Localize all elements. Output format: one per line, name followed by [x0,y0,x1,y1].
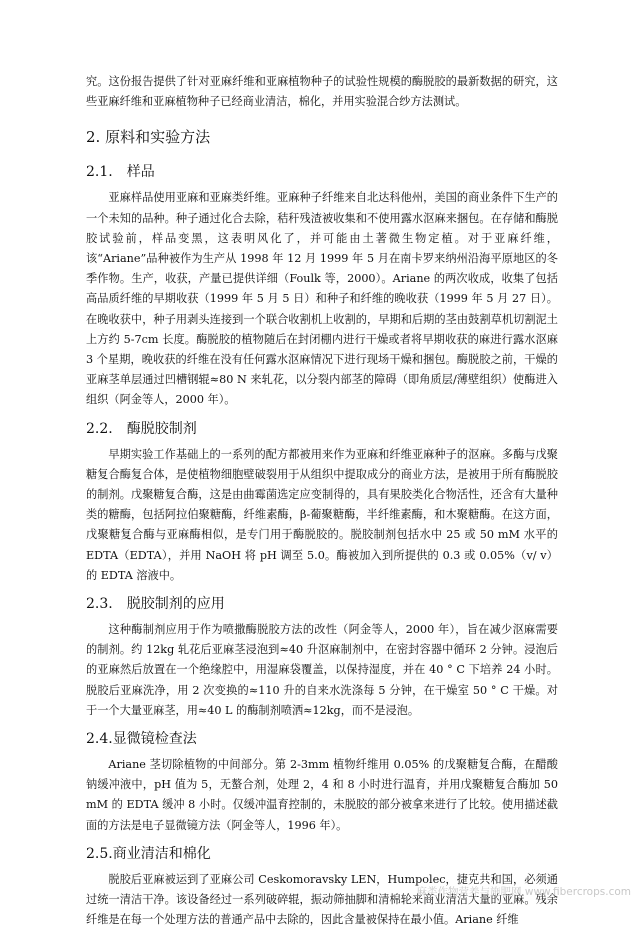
subsection-heading-application: 2.3. 脱胶制剂的应用 [86,596,225,613]
cleaning-paragraph: 脱胶后亚麻被运到了亚麻公司 Ceskomoravsky LEN，Humpolec，捷克共和国，必须通过统一清洁干净。该设备经过一系列破碎辊，振动筛抽脚和清棉轮来商业清洁大量的亚麻。残余纤维是在每一个处理方法的普通产品中去除的，因此含量被保持在最小值。Ariane 纤维 [86,872,558,927]
subsection-heading-samples: 2.1. 样品 [86,164,155,181]
intro-paragraph: 究。这份报告提供了针对亚麻纤维和亚麻植物种子的试验性规模的酶脱胶的最新数据的研究，这些亚麻纤维和亚麻植物种子已经商业清洁，棉化，并用实验混合纱方法测试。 [86,75,558,109]
microscopy-paragraph: Ariane 茎切除植物的中间部分。第 2-3mm 植物纤维用 0.05% 的戊聚糖复合酶，在醋酸钠缓冲液中，pH 值为 5，无螯合剂，处理 2，4 和 8 小时进行温育，并用戊聚糖复合酶加 50 mM 的 EDTA 缓冲 8 小时。仅缓冲温育控制的，未脱胶的部分被拿来进行了比较。使用描述截面的方法是电子显微镜方法（阿金等人，1996 年）。 [86,758,558,832]
subsection-heading-enzyme-formulation: 2.2. 酶脱胶制剂 [86,420,197,437]
enzyme-formulation-paragraph: 早期实验工作基础上的一系列的配方都被用来作为亚麻和纤维亚麻种子的沤麻。多酶与戊聚糖复合酶复合体，是使植物细胞壁破裂用于从组织中提取成分的商业方法，是被用于所有酶脱胶的制剂。戊聚糖复合酶，这是由曲霉菌选定应变制得的，具有果胶类化合物活性，还含有大量种类的糖酶，包括阿拉伯聚糖酶，纤维素酶，β-葡聚糖酶，半纤维素酶，和木聚糖酶。在这方面，戊聚糖复合酶与亚麻酶相似，是专门用于酶脱胶的。脱胶制剂包括水中 25 或 50 mM 水平的 EDTA（EDTA），并用 NaOH 将 pH 调至 5.0。酶被加入到所提供的 0.3 或 0.05%（v/ v）的 EDTA 溶液中。 [86,447,558,582]
subsection-heading-microscopy: 2.4.显微镜检查法 [86,731,197,748]
subsection-heading-cleaning: 2.5.商业清洁和棉化 [86,845,211,862]
samples-paragraph: 亚麻样品使用亚麻和亚麻类纤维。亚麻种子纤维来自北达科他州，美国的商业条件下生产的一个未知的品种。种子通过化合去除，秸秆残渣被收集和不使用露水沤麻来捆包。在存储和酶脱胶试验前，样品变黑，这表明风化了，并可能由土著微生物定植。对于亚麻纤维，该“Ariane”品种被作为生产从 1998 年 12 月 1999 年 5 月在南卡罗来纳州沿海平原地区的冬季作物。生产，收获，产量已提供详细（Foulk 等，2000）。Ariane 的两次收成，收集了包括高品质纤维的早期收获（1999 年 5 月 5 日）和种子和纤维的晚收获（1999 年 5 月 27 日）。在晚收获中，种子用剥头连接到一个联合收割机上收割的，早期和后期的茎由鼓割草机切割泥土上方约 5-7cm 长度。酶脱胶的植物随后在封闭棚内进行干燥或者将早期收获的麻进行露水沤麻 3 个星期，晚收获的纤维在没有任何露水沤麻情况下进行现场干燥和捆包。酶脱胶之前，干燥的亚麻茎单层通过凹槽钢辊≈80 N 来轧花，以分裂内部茎的障碍（即角质层/薄壁组织）使酶进入组织（阿金等人，2000 年）。 [86,191,558,407]
document-page [86,72,558,931]
application-paragraph: 这种酶制剂应用于作为喷撒酶脱胶方法的改性（阿金等人，2000 年），旨在减少沤麻需要的制剂。约 12kg 轧花后亚麻茎浸泡到≈40 升沤麻制剂中，在密封容器中循环 2 分钟。浸泡后的亚麻然后放置在一个绝缘腔中，用湿麻袋覆盖，以保持湿度，并在 40 ° C 下培养 24 小时。脱胶后亚麻洗净，用 2 次变换的≈110 升的自来水洗涤每 5 分钟，在干燥室 50 ° C 干燥。对于一个大量亚麻茎，用≈40 L 的酶制剂喷洒≈12kg，而不是浸泡。 [86,623,558,717]
watermark-text: 麻类作物营养与施肥网 www.fibercrops.com [416,886,631,898]
section-heading: 2. 原料和实验方法 [86,128,211,147]
